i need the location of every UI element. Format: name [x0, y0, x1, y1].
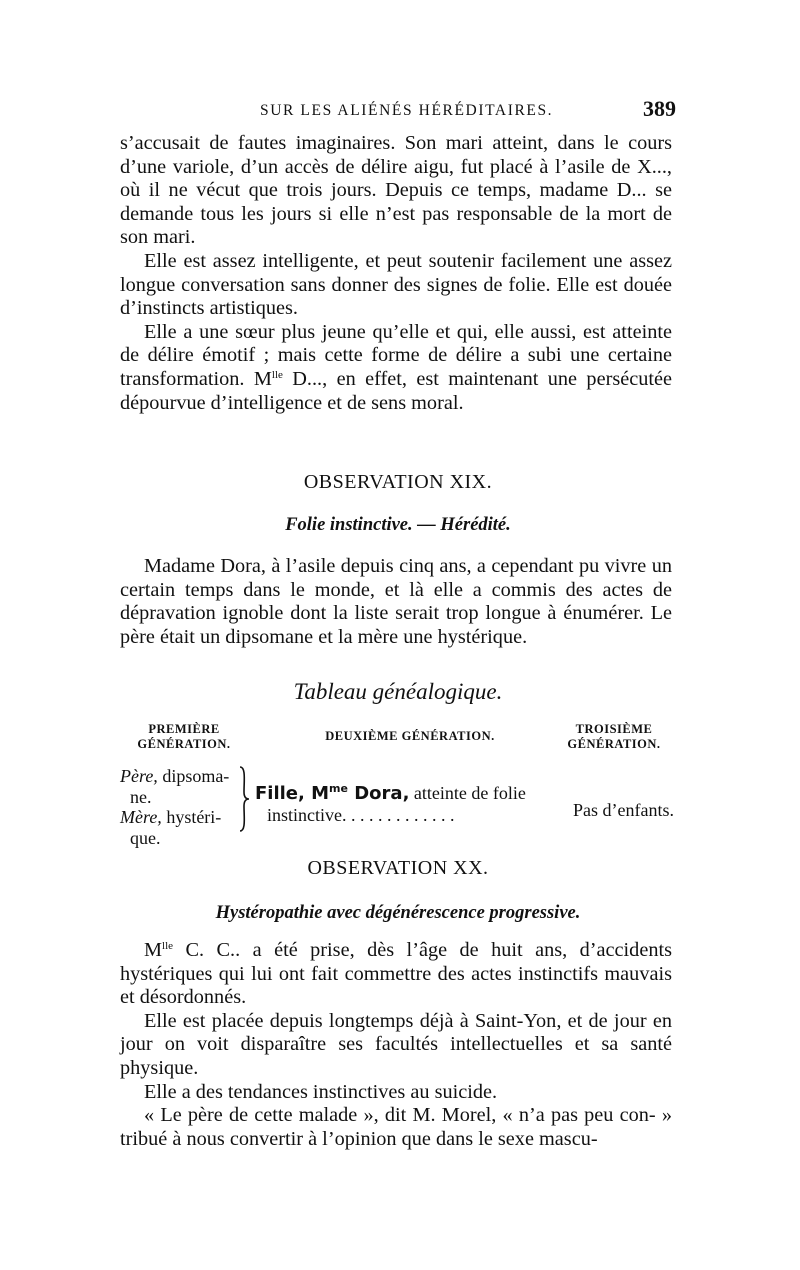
paragraph: « Le père de cette malade », dit M. Morel, « n’a pas peu con- » tribué à nous convertir à l’opinion que dans le sexe mascu- [120, 1104, 672, 1150]
running-title: SUR LES ALIÉNÉS HÉRÉDITAIRES. [260, 102, 554, 119]
page-number: 389 [643, 96, 676, 121]
observation-xx-subtitle: Hystéropathie avec dégénérescence progressive. [215, 903, 581, 923]
column-header-first-generation: PREMIÈRE GÉNÉRATION. [137, 722, 231, 751]
section-continued-text [120, 132, 672, 415]
paragraph: Elle a des tendances instinctives au suicide. [144, 1080, 498, 1103]
brace-icon [236, 766, 250, 832]
first-generation-entries: Père, dipsoma- ne. Mère, hystéri- que. [120, 766, 230, 848]
column-header-third-generation: TROISIÈME GÉNÉRATION. [567, 722, 661, 751]
observation-xx-title: OBSERVATION XX. [307, 857, 489, 879]
page-header [120, 96, 676, 130]
observation-xix-subtitle: Folie instinctive. — Hérédité. [285, 515, 511, 535]
second-generation-entry: Fille, $M^{me}$ Dora, atteinte de folie instinctive. . . . . . . . . . . . . [255, 782, 526, 825]
paragraph: s’accusait de fautes imaginaires. Son mari atteint, dans le cours d’une variole, d’un accès de délire aigu, fut placé à l’asile de X..., où il ne vécut que trois jours. Depuis ce temps, madame D... se demande tous les jours si elle n’est pas responsable de la mort de son mari. [120, 132, 672, 249]
paragraph: Elle est assez intelligente, et peut soutenir facilement une assez longue conversation sans donner des signes de folie. Elle est douée d’instincts artistiques. [120, 249, 672, 320]
tableau-title: Tableau généalogique. [293, 679, 503, 704]
paragraph: Elle a une sœur plus jeune qu’elle et qui, elle aussi, est atteinte de délire émotif ; mais cette forme de délire a subi une certaine transformation. $M^{lle}$ D..., en effet, est maintenant une persécutée dépourvue d’intelligence et de sens moral. [120, 320, 672, 414]
observation-xix-text [120, 555, 672, 649]
paragraph: Madame Dora, à l’asile depuis cinq ans, a cependant pu vivre un certain temps dans le monde, et là elle a commis des actes de dépravation ignoble dont la liste serait trop longue à énumérer. Le père était un dipsomane et la mère une hystérique. [120, 555, 672, 648]
observation-xx-text [120, 939, 672, 1151]
third-generation-entry: Pas d’enfants. [573, 800, 674, 820]
paragraph: $M^{lle}$ C. C.. a été prise, dès l’âge de huit ans, d’accidents hystériques qui lui ont fait commettre des actes instinctifs mauvais et désordonnés. [120, 939, 672, 1009]
observation-xix-title: OBSERVATION XIX. [303, 471, 493, 493]
paragraph: Elle est placée depuis longtemps déjà à Saint-Yon, et de jour en jour on voit disparaître ses facultés intellectuelles et sa santé physique. [120, 1009, 672, 1079]
column-header-second-generation: DEUXIÈME GÉNÉRATION. [325, 729, 495, 743]
